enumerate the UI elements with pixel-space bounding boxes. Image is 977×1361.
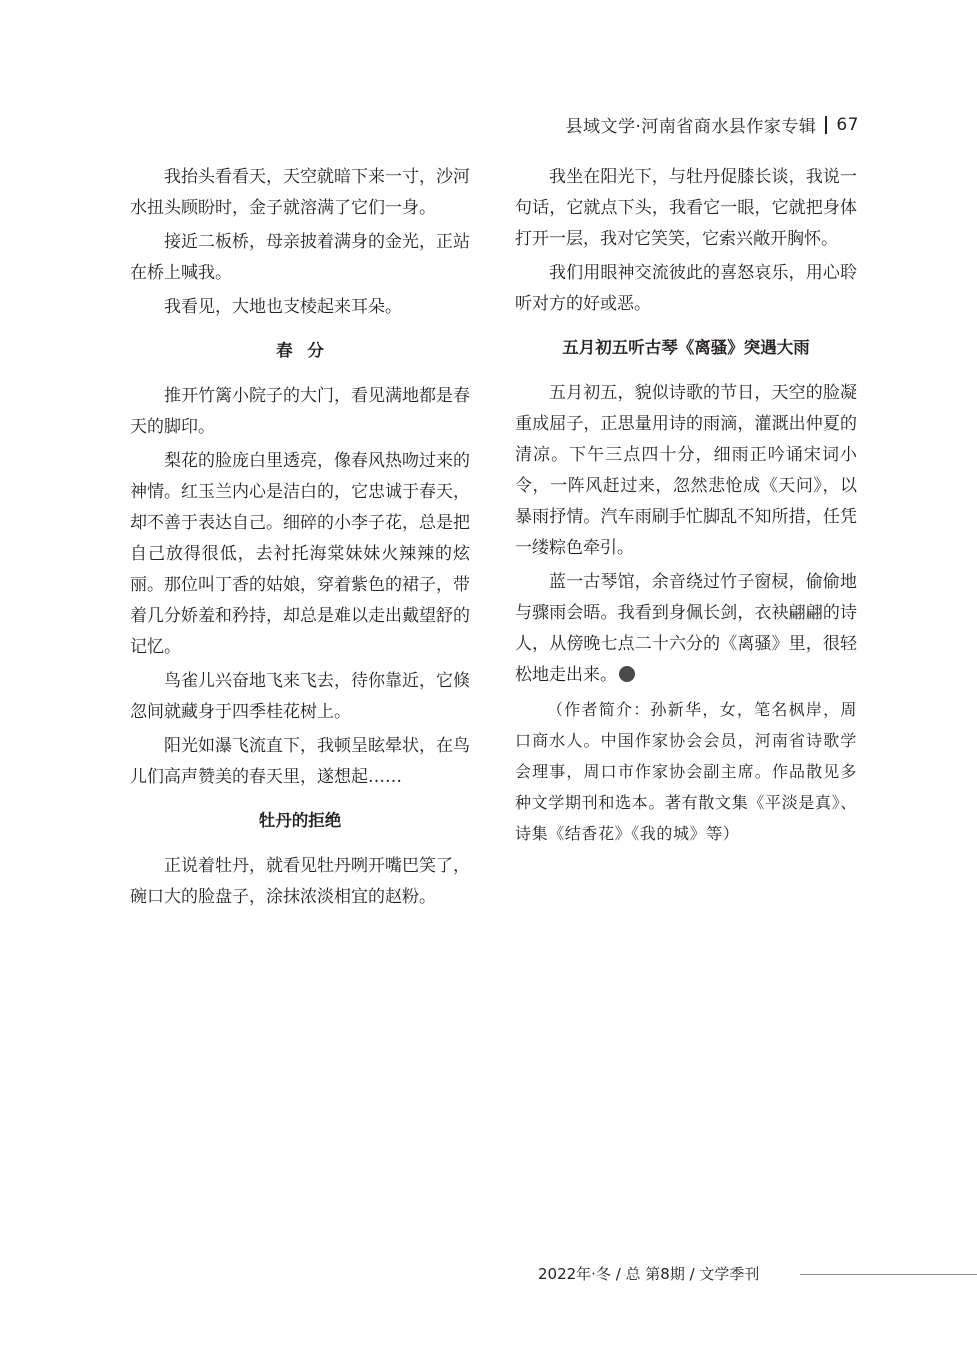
right-column bbox=[515, 162, 857, 852]
paragraph: 我抬头看看天，天空就暗下来一寸，沙河水扭头顾盼时，金子就溶满了它们一身。 bbox=[130, 167, 470, 218]
paragraph: 阳光如瀑飞流直下，我顿呈眩晕状，在鸟儿们高声赞美的春天里，遂想起…… bbox=[130, 736, 470, 787]
header-divider bbox=[825, 116, 827, 134]
paragraph: 鸟雀儿兴奋地飞来飞去，待你靠近，它倏忽间就藏身于四季桂花树上。 bbox=[130, 671, 470, 722]
paragraph: 接近二板桥，母亲披着满身的金光，正站在桥上喊我。 bbox=[130, 232, 470, 283]
paragraph: 我坐在阳光下，与牡丹促膝长谈，我说一句话，它就点下头，我看它一眼，它就把身体打开一层，我对它笑笑，它索兴敞开胸怀。 bbox=[515, 167, 857, 249]
section-heading-dragon-boat-rain: 五月初五听古琴《离骚》突遇大雨 bbox=[562, 338, 810, 357]
footer-issue: 2022年·冬 / 总 第8期 / 文学季刊 bbox=[538, 1265, 760, 1283]
paragraph: 推开竹篱小院子的大门，看见满地都是春天的脚印。 bbox=[130, 386, 470, 437]
running-header bbox=[565, 112, 859, 137]
author-bio: （作者简介：孙新华，女，笔名枫岸，周口商水人。中国作家协会会员，河南省诗歌学会理事，周口市作家协会副主席。作品散见多种文学期刊和选本。著有散文集《平淡是真》、诗集《结香花》《我的城》等） bbox=[515, 700, 857, 843]
section-title: 县域文学·河南省商水县作家专辑 bbox=[565, 117, 817, 137]
paragraph: 梨花的脸庞白里透亮，像春风热吻过来的神情。红玉兰内心是洁白的，它忠诚于春天，却不善于表达自己。细碎的小李子花，总是把自己放得很低，去衬托海棠妹妹火辣辣的炫丽。那位叫丁香的姑娘，穿着紫色的裙子，带着几分娇羞和矜持，却总是难以走出戴望舒的记忆。 bbox=[130, 451, 470, 657]
left-column bbox=[130, 162, 470, 916]
section-heading-peony: 牡丹的拒绝 bbox=[258, 811, 342, 830]
paragraph: 我们用眼神交流彼此的喜怒哀乐，用心聆听对方的好或恶。 bbox=[515, 263, 857, 314]
paragraph-last bbox=[515, 567, 857, 691]
footer-rule bbox=[800, 1274, 977, 1275]
paragraph: 我看见，大地也支棱起来耳朵。 bbox=[164, 297, 402, 317]
page-number: 67 bbox=[836, 114, 859, 135]
paragraph-text: 蓝一古琴馆，余音绕过竹子窗棂，偷偷地与骤雨会晤。我看到身佩长剑，衣袂翩翩的诗人，从傍晚七点二十六分的《离骚》里，很轻松地走出来。 bbox=[515, 572, 857, 685]
paragraph: 正说着牡丹，就看见牡丹咧开嘴巴笑了，碗口大的脸盘子，涂抹浓淡相宜的赵粉。 bbox=[130, 856, 470, 907]
paragraph: 五月初五，貌似诗歌的节日，天空的脸凝重成屈子，正思量用诗的雨滴，灌溉出仲夏的清凉。下午三点四十分，细雨正吟诵宋词小令，一阵风赶过来，忽然悲怆成《天问》，以暴雨抒情。汽车雨刷手忙脚乱不知所措，任凭一缕粽色牵引。 bbox=[515, 383, 857, 558]
end-mark-icon bbox=[619, 666, 635, 682]
section-heading-spring-equinox: 春分 bbox=[276, 341, 339, 360]
